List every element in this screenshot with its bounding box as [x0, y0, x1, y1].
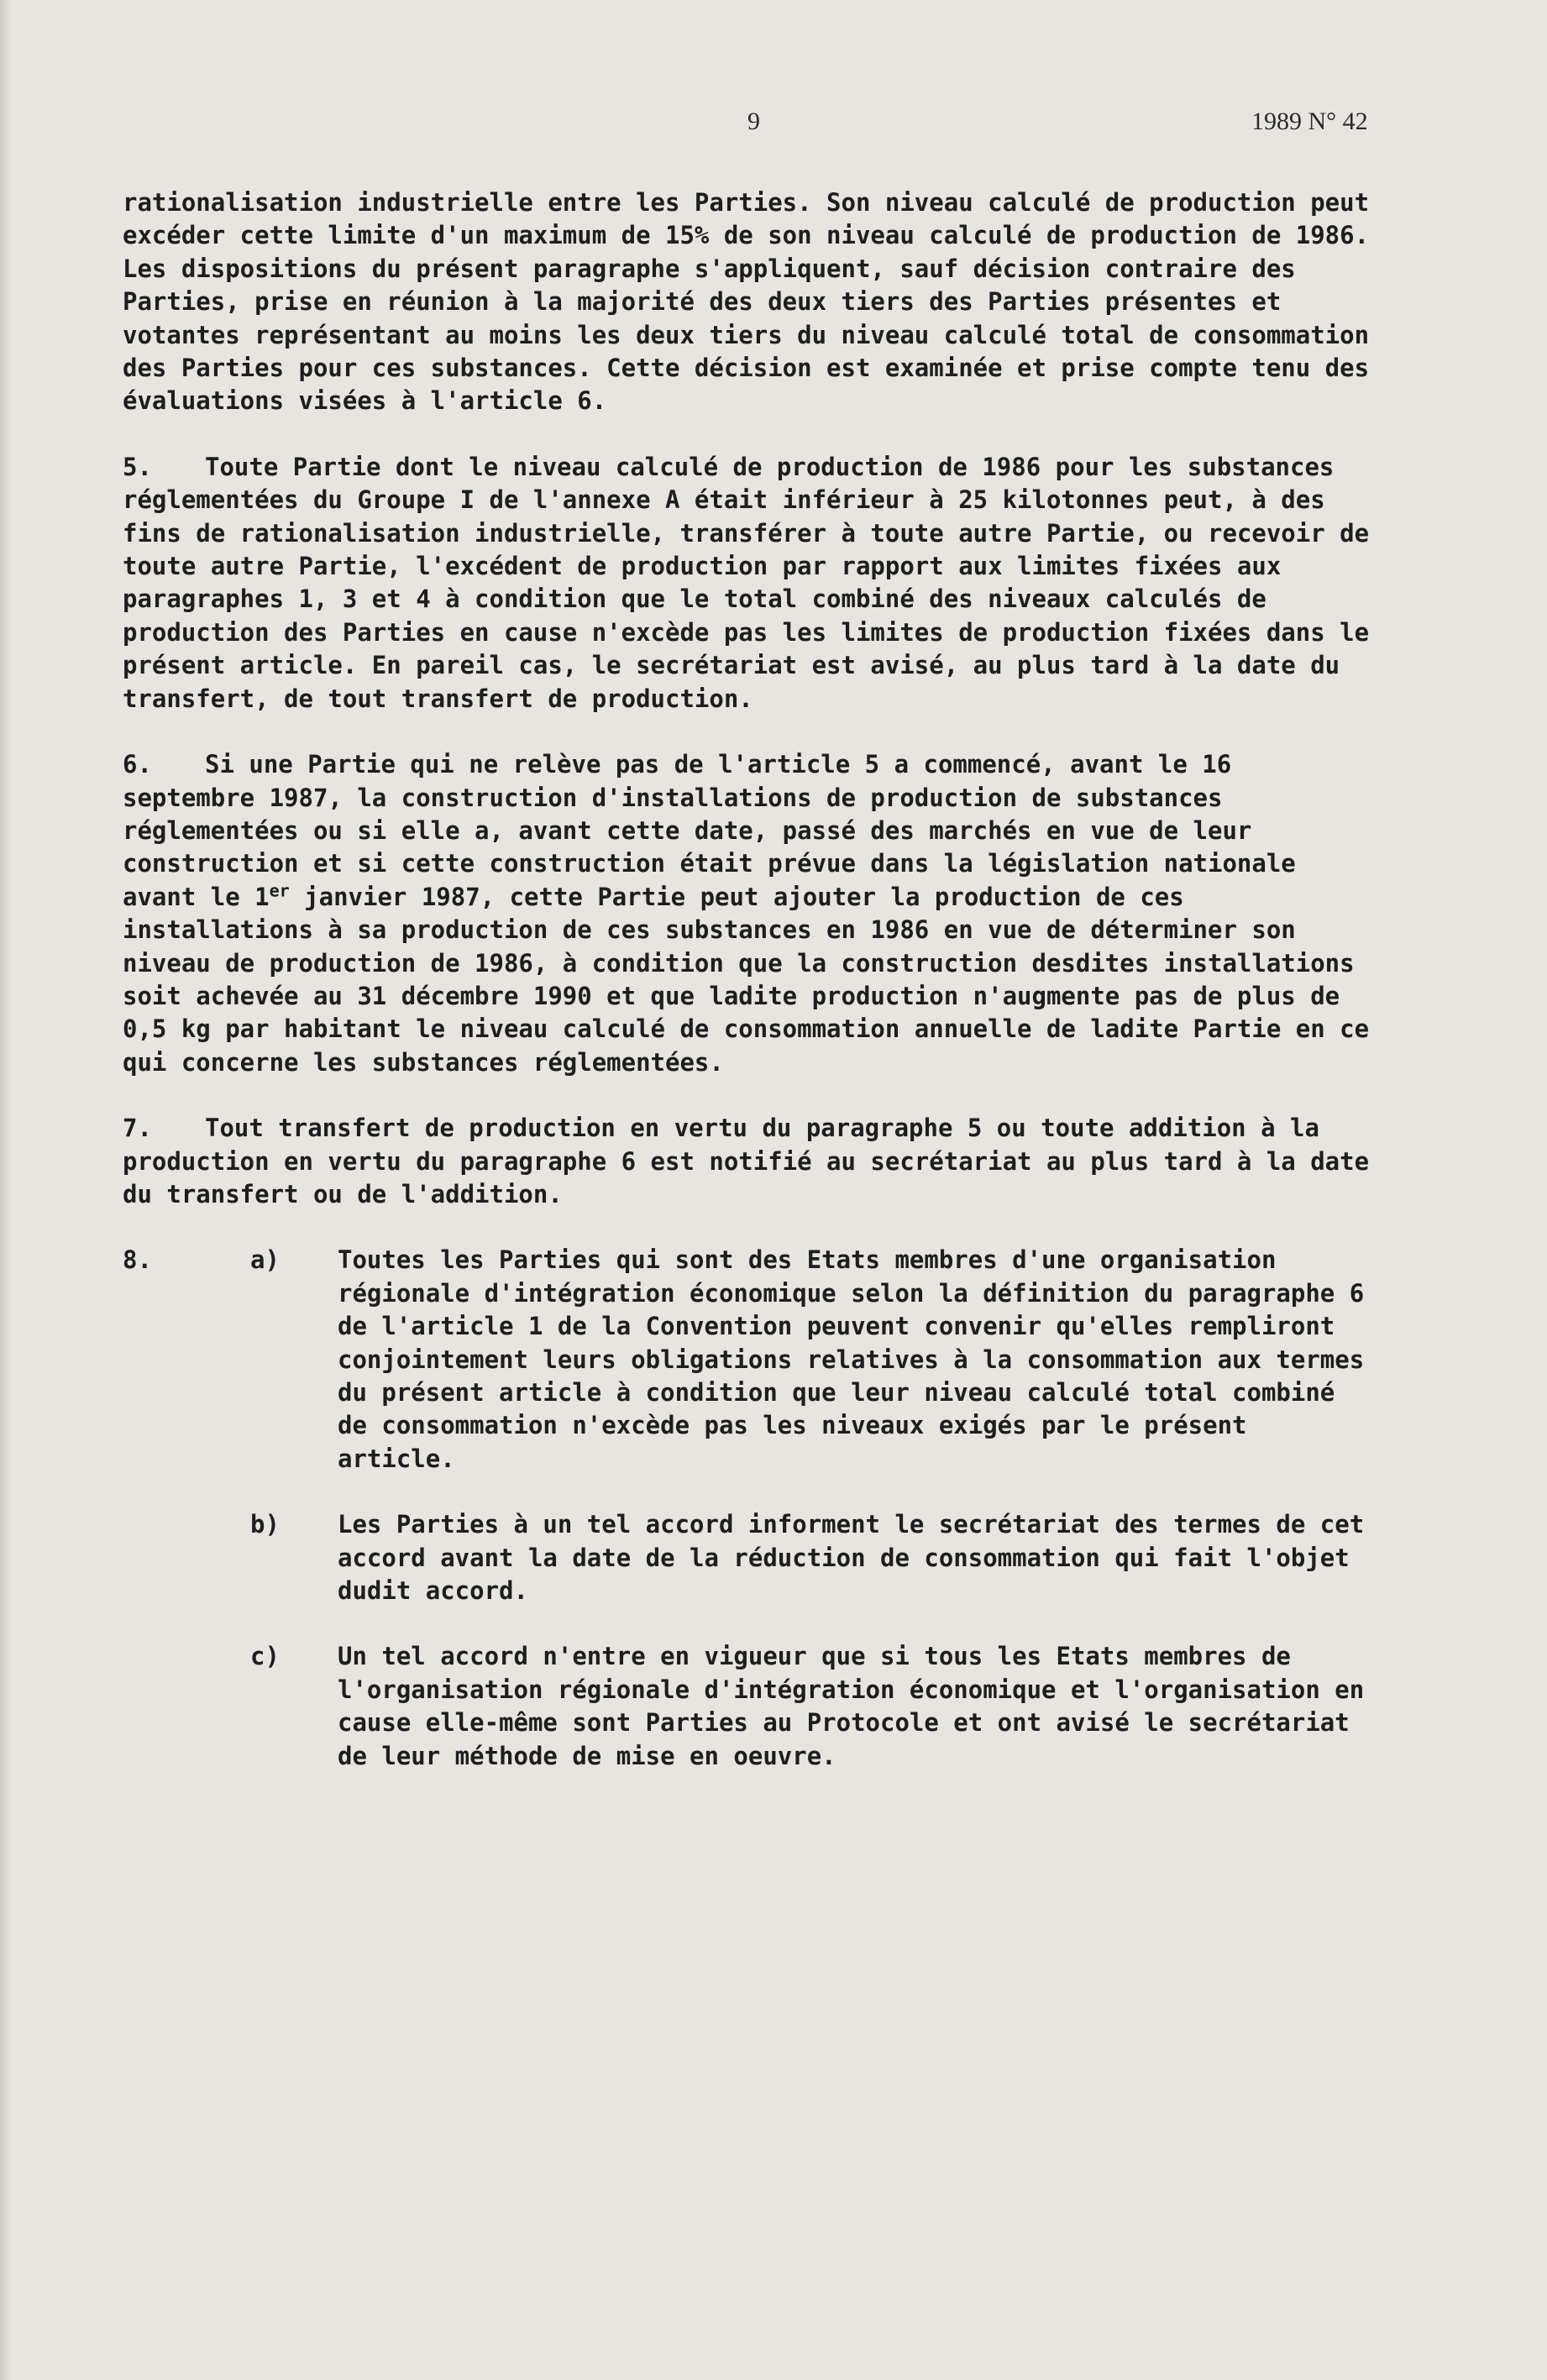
article-body: [123, 186, 1384, 1806]
subparagraph-letter: c): [250, 1642, 280, 1671]
subparagraph-text: Les Parties à un tel accord informent le secrétariat des termes de cet accord avant la date de la réduction de consommation qui fait l'objet dudit accord.: [338, 1510, 1379, 1606]
journal-issue: 1989 N° 42: [1251, 107, 1368, 135]
ordinal-superscript: er: [269, 880, 290, 901]
paragraph-continuation: rationalisation industrielle entre les Parties. Son niveau calculé de production peut excéder cette limite d'un maximum de 15% de son niveau calculé de production de 1986. Les dispositions du présent paragraphe s'appliquent, sauf décision contraire des Parties, prise en réunion à la majorité des deux tiers des Parties présentes et votantes représentant au moins les deux tiers du niveau calculé total de consommation des Parties pour ces substances. Cette décision est examinée et prise compte tenu des évaluations visées à l'article 6.: [123, 188, 1384, 416]
paragraph-7: [123, 1112, 1384, 1211]
paragraph-text: Toute Partie dont le niveau calculé de production de 1986 pour les substances réglementées du Groupe I de l'annexe A était inférieur à 25 kilotonnes peut, à des fins de rationalisation industrielle, transférer à toute autre Partie, ou recevoir de toute autre Partie, l'excédent de production par rapport aux limites fixées aux paragraphes 1, 3 et 4 à condition que le total combiné des niveaux calculés de production des Parties en cause n'excède pas les limites de production fixées dans le présent article. En pareil cas, le secrétariat est avisé, au plus tard à la date du transfert, de tout transfert de production.: [123, 452, 1384, 713]
paragraph-number: 6.: [123, 750, 152, 779]
paragraph-number: 5.: [123, 452, 152, 481]
subparagraph-text: Un tel accord n'entre en vigueur que si tous les Etats membres de l'organisation régionale d'intégration économique et l'organisation en cause elle-même sont Parties au Protocole et ont avisé le secrétariat de leur méthode de mise en oeuvre.: [338, 1642, 1379, 1770]
paragraph-8c: [123, 1640, 1379, 1773]
paragraph-text: janvier 1987, cette Partie peut ajouter la production de ces installations à sa production de ces substances en 1986 en vue de déterminer son niveau de production de 1986, à condition que la construction desdites installations soit achevée au 31 décembre 1990 et que ladite production n'augmente pas de plus de 0,5 kg par habitant le niveau calculé de consommation annuelle de ladite Partie en ce qui concerne les substances réglementées.: [123, 882, 1384, 1077]
subparagraph-text: Toutes les Parties qui sont des Etats membres d'une organisation régionale d'intégration économique selon la définition du paragraphe 6 de l'article 1 de la Convention peuvent convenir qu'elles rempliront conjointement leurs obligations relatives à la consommation aux termes du présent article à condition que leur niveau calculé total combiné de consommation n'excède pas les niveaux exigés par le présent article.: [338, 1245, 1379, 1473]
paragraph-number: 8.: [123, 1245, 152, 1275]
running-header: [0, 107, 1547, 141]
paragraph-text: Tout transfert de production en vertu du paragraphe 5 ou toute addition à la production en vertu du paragraphe 6 est notifié au secrétariat au plus tard à la date du transfert ou de l'addition.: [123, 1114, 1384, 1208]
page-number: 9: [747, 107, 760, 135]
paragraph-8a: [123, 1244, 1379, 1476]
paragraph-text: Si une Partie qui ne relève pas de l'article 5 a commencé, avant le 16 septembre 1987, la construction d'installations de production de substances réglementées ou si elle a, avant cette date, passé des marchés en vue de leur construction et si cette construction était prévue dans la législation nationale avant le 1: [123, 750, 1311, 911]
paragraph-6: [123, 748, 1384, 1079]
paragraph-8b: [123, 1508, 1379, 1607]
paragraph-number: 7.: [123, 1114, 152, 1143]
page-binding-edge: [0, 0, 12, 2380]
subparagraph-letter: a): [250, 1245, 280, 1275]
subparagraph-letter: b): [250, 1510, 280, 1539]
paragraph-5: [123, 451, 1384, 716]
